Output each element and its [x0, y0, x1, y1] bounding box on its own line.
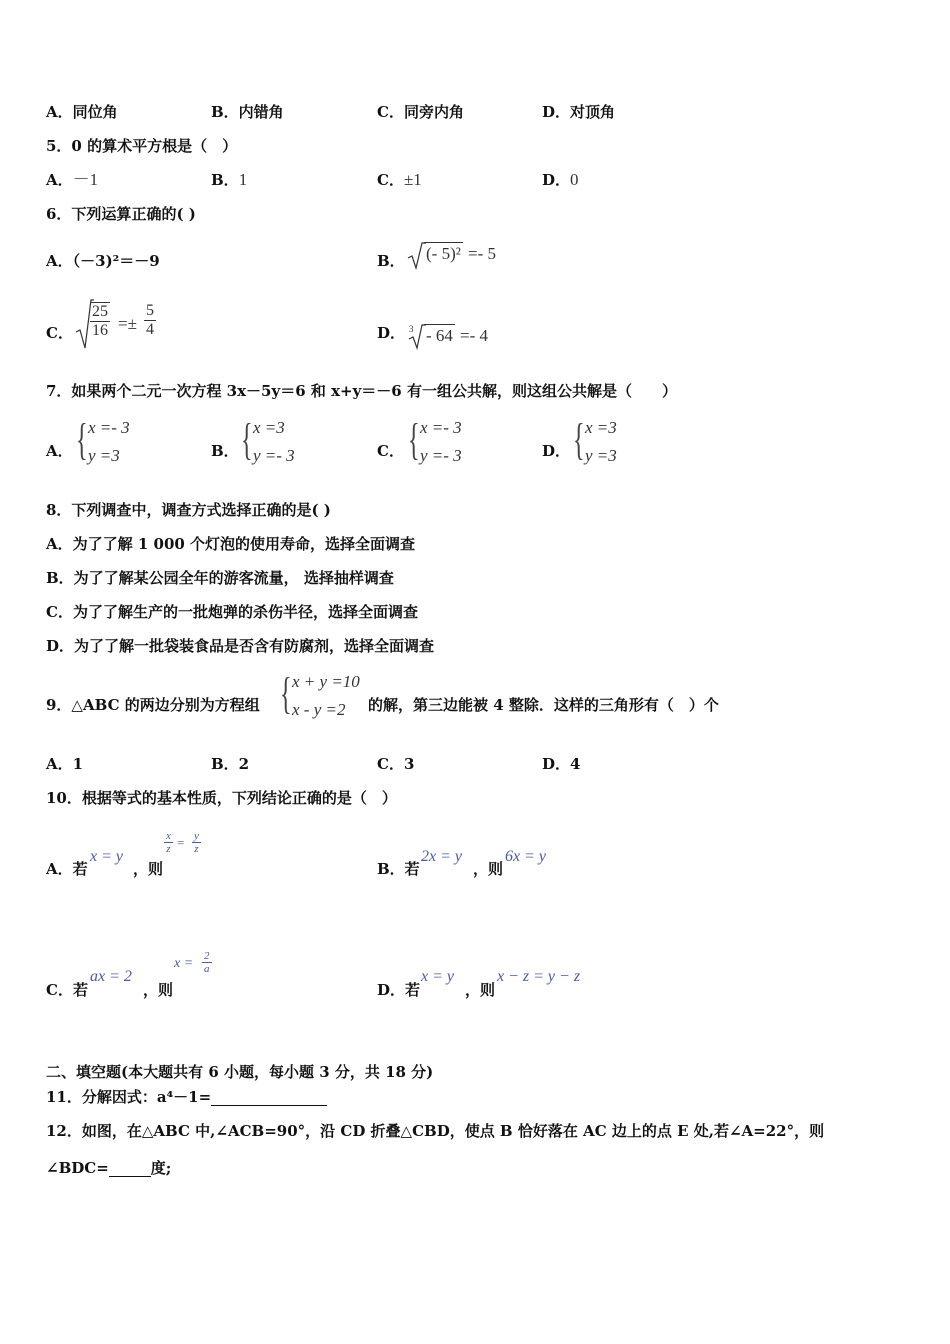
- q10-a-condition: x = y: [90, 848, 123, 865]
- question-7-stem: 7．如果两个二元一次方程 3x－5y＝6 和 x+y＝－6 有一组公共解，则这组公共解是（ ）: [46, 382, 677, 400]
- option-value: 1: [238, 170, 248, 189]
- q5-option-c: [377, 171, 422, 189]
- sqrt-icon: [406, 240, 426, 270]
- math-expression: （－3)²＝－9: [72, 252, 160, 270]
- q10-d-condition: x = y: [421, 968, 454, 985]
- option-b: B．内错角: [211, 103, 284, 121]
- q6-option-b-label: B．: [377, 252, 405, 270]
- brace-icon: {: [573, 415, 585, 464]
- question-10-stem: 10．根据等式的基本性质，下列结论正确的是（ ）: [46, 789, 397, 807]
- q6-option-b-math: [406, 240, 516, 270]
- q10-a-result: [164, 830, 209, 860]
- q10-d-result: x − z = y − z: [497, 968, 581, 985]
- denominator: a: [204, 963, 210, 975]
- denominator: 4: [146, 321, 154, 338]
- equation-2: x - y =2: [292, 700, 346, 719]
- answer-blank[interactable]: [109, 1160, 151, 1177]
- equation-2: y =3: [585, 446, 617, 465]
- q6-option-d-math: [406, 322, 506, 350]
- option-label: A．: [46, 252, 73, 270]
- q6-option-d-label: D．: [377, 324, 406, 342]
- q5-option-d: [542, 171, 579, 189]
- fraction: [144, 302, 156, 339]
- q6-option-a: [46, 252, 160, 270]
- numerator: 5: [146, 302, 154, 319]
- cube-root-icon: [406, 322, 426, 350]
- equation-2: y =3: [88, 446, 120, 465]
- numerator: 2: [204, 950, 210, 962]
- option-label: C．: [377, 171, 404, 189]
- q8-option-b: B．为了了解某公园全年的游客流量， 选择抽样调查: [46, 569, 394, 587]
- q7-option-c-system: [408, 414, 498, 470]
- option-label: B．: [211, 171, 239, 189]
- radicand: (- 5)²: [426, 244, 461, 263]
- question-9-stem-post: 的解，第三边能被 4 整除．这样的三角形有（ ）个: [368, 696, 719, 714]
- q8-option-c: C．为了了解生产的一批炮弹的杀伤半径，选择全面调查: [46, 603, 418, 621]
- question-8-stem: 8．下列调查中，调查方式选择正确的是( ): [46, 501, 331, 519]
- radicand: - 64: [426, 326, 453, 345]
- option-d: D．对顶角: [542, 103, 616, 121]
- section-2-heading: 二、填空题(本大题共有 6 小题，每小题 3 分，共 18 分): [46, 1063, 434, 1081]
- q7-option-a-label: A．: [46, 442, 73, 460]
- numerator: x: [166, 830, 171, 842]
- question-12-text: ∠BDC=: [46, 1159, 109, 1177]
- q5-option-a: [46, 171, 98, 189]
- q9-option-b: B．2: [211, 755, 250, 773]
- equation-1: x =- 3: [420, 418, 462, 437]
- option-a: A．同位角: [46, 103, 118, 121]
- q10-c-then: ，则: [143, 981, 174, 999]
- q9-equation-system: [280, 668, 370, 724]
- question-12-line-1: 12．如图，在△ABC 中,∠ACB=90°，沿 CD 折叠△CBD，使点 B 恰好落在 AC 边上的点 E 处,若∠A=22°，则: [46, 1122, 825, 1140]
- q7-option-b-label: B．: [211, 442, 239, 460]
- numerator: 25: [92, 303, 108, 320]
- q10-b-then: ，则: [473, 860, 504, 878]
- equation-2: y =- 3: [420, 446, 462, 465]
- question-12-line-2: [46, 1159, 171, 1177]
- q5-option-b: [211, 171, 247, 189]
- denominator: 16: [92, 322, 108, 339]
- q7-option-a-system: [76, 414, 166, 470]
- fraction: [192, 830, 201, 855]
- equals-sign: =: [177, 835, 185, 850]
- fraction: [164, 830, 173, 855]
- q10-option-a-label: A．若: [46, 860, 88, 878]
- equation-1: x =- 3: [88, 418, 130, 437]
- rhs: =- 4: [460, 326, 488, 345]
- q9-option-a: A．1: [46, 755, 84, 773]
- q8-option-d: D．为了了解一批袋装食品是否含有防腐剂，选择全面调查: [46, 637, 435, 655]
- question-6-stem: 6．下列运算正确的( ): [46, 205, 196, 223]
- q8-option-a: A．为了了解 1 000 个灯泡的使用寿命，选择全面调查: [46, 535, 416, 553]
- q10-d-then: ，则: [465, 981, 496, 999]
- option-label: A．: [46, 171, 73, 189]
- q10-option-c-label: C．若: [46, 981, 88, 999]
- q10-c-result: [174, 950, 219, 982]
- q10-b-condition: 2x = y: [421, 848, 462, 865]
- denominator: z: [194, 843, 199, 855]
- q6-option-c-math: [74, 298, 174, 350]
- q9-option-d: D．4: [542, 755, 581, 773]
- brace-icon: {: [241, 415, 253, 464]
- brace-icon: {: [408, 415, 420, 464]
- option-value: －1: [72, 170, 99, 189]
- brace-icon: {: [76, 415, 88, 464]
- option-label: D．: [542, 171, 571, 189]
- denominator: z: [166, 843, 171, 855]
- equation-1: x =3: [585, 418, 617, 437]
- equation-2: y =- 3: [253, 446, 295, 465]
- question-11: [46, 1088, 327, 1106]
- rhs: =- 5: [468, 244, 496, 263]
- q10-b-result: 6x = y: [505, 848, 546, 865]
- lhs: x =: [174, 956, 194, 971]
- q9-option-c: C．3: [377, 755, 415, 773]
- fraction: [202, 950, 212, 975]
- plus-minus-sign: =±: [118, 314, 137, 333]
- question-5-stem: 5．0 的算术平方根是（ ）: [46, 137, 238, 155]
- q6-option-c-label: C．: [46, 324, 73, 342]
- q10-option-b-label: B．若: [377, 860, 420, 878]
- q10-option-d-label: D．若: [377, 981, 421, 999]
- q7-option-b-system: [241, 414, 331, 470]
- answer-blank[interactable]: [211, 1089, 327, 1106]
- question-11-text: 11．分解因式：a⁴－1=: [46, 1088, 212, 1106]
- root-index: 3: [409, 324, 414, 334]
- option-c: C．同旁内角: [377, 103, 464, 121]
- equation-1: x + y =10: [292, 672, 360, 691]
- q10-c-condition: ax = 2: [90, 968, 132, 985]
- fraction: [90, 302, 110, 340]
- option-value: ±1: [403, 170, 422, 189]
- equation-1: x =3: [253, 418, 285, 437]
- question-9-stem-pre: 9．△ABC 的两边分别为方程组: [46, 696, 260, 714]
- brace-icon: {: [280, 669, 292, 718]
- q7-option-c-label: C．: [377, 442, 404, 460]
- q10-a-then: ，则: [133, 860, 164, 878]
- q7-option-d-label: D．: [542, 442, 571, 460]
- q7-option-d-system: [573, 414, 663, 470]
- numerator: y: [194, 830, 199, 842]
- question-12-unit: 度;: [150, 1159, 172, 1177]
- option-value: 0: [570, 170, 579, 189]
